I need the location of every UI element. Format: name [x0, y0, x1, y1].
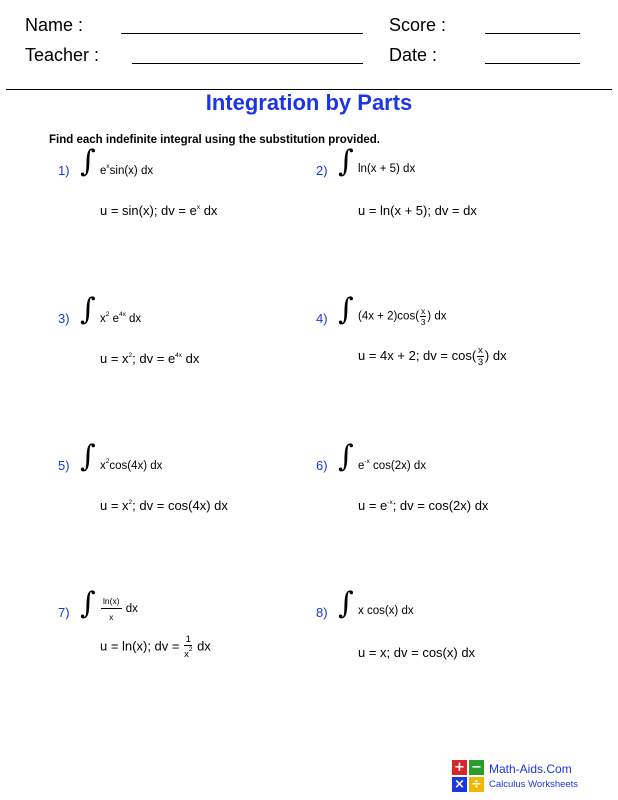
problem-number: 5) — [58, 458, 70, 473]
substitution: u = 4x + 2; dv = cos( $\frac{x}{3}$ ) dx — [358, 345, 507, 368]
problem-number: 1) — [58, 163, 70, 178]
substitution: $u = e^{-x}$; dv = cos(2x) dx — [358, 498, 489, 513]
problem-1 — [58, 144, 318, 253]
integral-sign-icon: ∫ — [338, 439, 354, 474]
integrand: x cos(x) dx — [358, 605, 414, 617]
integral-sign-icon: ∫ — [80, 144, 96, 179]
problem-number: 6) — [316, 458, 328, 473]
integral-sign-icon: ∫ — [338, 586, 354, 621]
integral-sign-icon: ∫ — [338, 144, 354, 179]
problem-number: 8) — [316, 605, 328, 620]
name-label: Name : — [25, 15, 84, 35]
integrand: ln(x + 5) dx — [358, 163, 416, 175]
problem-6 — [316, 439, 576, 548]
substitution: $u = x^2$; dv = $e^{4x}$ dx — [100, 351, 200, 366]
math-aids-logo-icon — [452, 760, 484, 792]
multiply-icon: × — [452, 777, 467, 792]
divide-icon: ÷ — [469, 777, 484, 792]
name-field-line[interactable] — [121, 33, 363, 34]
teacher-label: Teacher : — [25, 45, 100, 65]
brand-name: Math-Aids.Com — [489, 762, 572, 776]
substitution: $u = x^2$; dv = cos(4x) dx — [100, 498, 228, 513]
teacher-field-line[interactable] — [132, 63, 363, 64]
score-label: Score : — [389, 15, 447, 35]
integrand: $x^2$ $e^{4x}$ dx — [100, 311, 142, 325]
integrand: (4x + 2)cos( $\frac{x}{3}$ ) dx — [358, 306, 447, 327]
problem-number: 3) — [58, 311, 70, 326]
substitution: u = x; dv = cos(x) dx — [358, 645, 476, 660]
problem-5 — [58, 439, 318, 548]
problem-2 — [316, 144, 576, 253]
integrand: $e^x\sin(x)$ dx — [100, 163, 154, 177]
substitution: u = ln(x + 5); dv = dx — [358, 203, 477, 218]
integral-sign-icon: ∫ — [80, 292, 96, 327]
score-field-line[interactable] — [485, 33, 580, 34]
date-label: Date : — [389, 45, 438, 65]
instructions: Find each indefinite integral using the substitution provided. — [49, 134, 380, 146]
problem-7 — [58, 586, 318, 695]
problem-4 — [316, 292, 576, 401]
worksheet-title: Integration by Parts — [205, 90, 413, 115]
integrand: $\frac{\ln(x)}{x}$ dx — [103, 596, 138, 622]
problem-8 — [316, 586, 576, 695]
plus-icon: + — [452, 760, 467, 775]
substitution: u = ln(x); dv = $\frac{1}{x^2}$ dx — [100, 634, 211, 660]
brand-subtitle: Calculus Worksheets — [489, 779, 579, 790]
problem-number: 2) — [316, 163, 328, 178]
integrand: $e^{-x}$ cos(2x) dx — [358, 458, 427, 472]
problem-number: 7) — [58, 605, 70, 620]
minus-icon: − — [469, 760, 484, 775]
integrand: $x^2\cos(4x)$ dx — [100, 458, 163, 472]
integral-sign-icon: ∫ — [80, 439, 96, 474]
problem-number: 4) — [316, 311, 328, 326]
substitution: u = sin(x); dv = $e^x$ dx — [100, 203, 218, 218]
problem-3 — [58, 292, 318, 401]
date-field-line[interactable] — [485, 63, 580, 64]
integral-sign-icon: ∫ — [80, 586, 96, 621]
integral-sign-icon: ∫ — [338, 292, 354, 327]
